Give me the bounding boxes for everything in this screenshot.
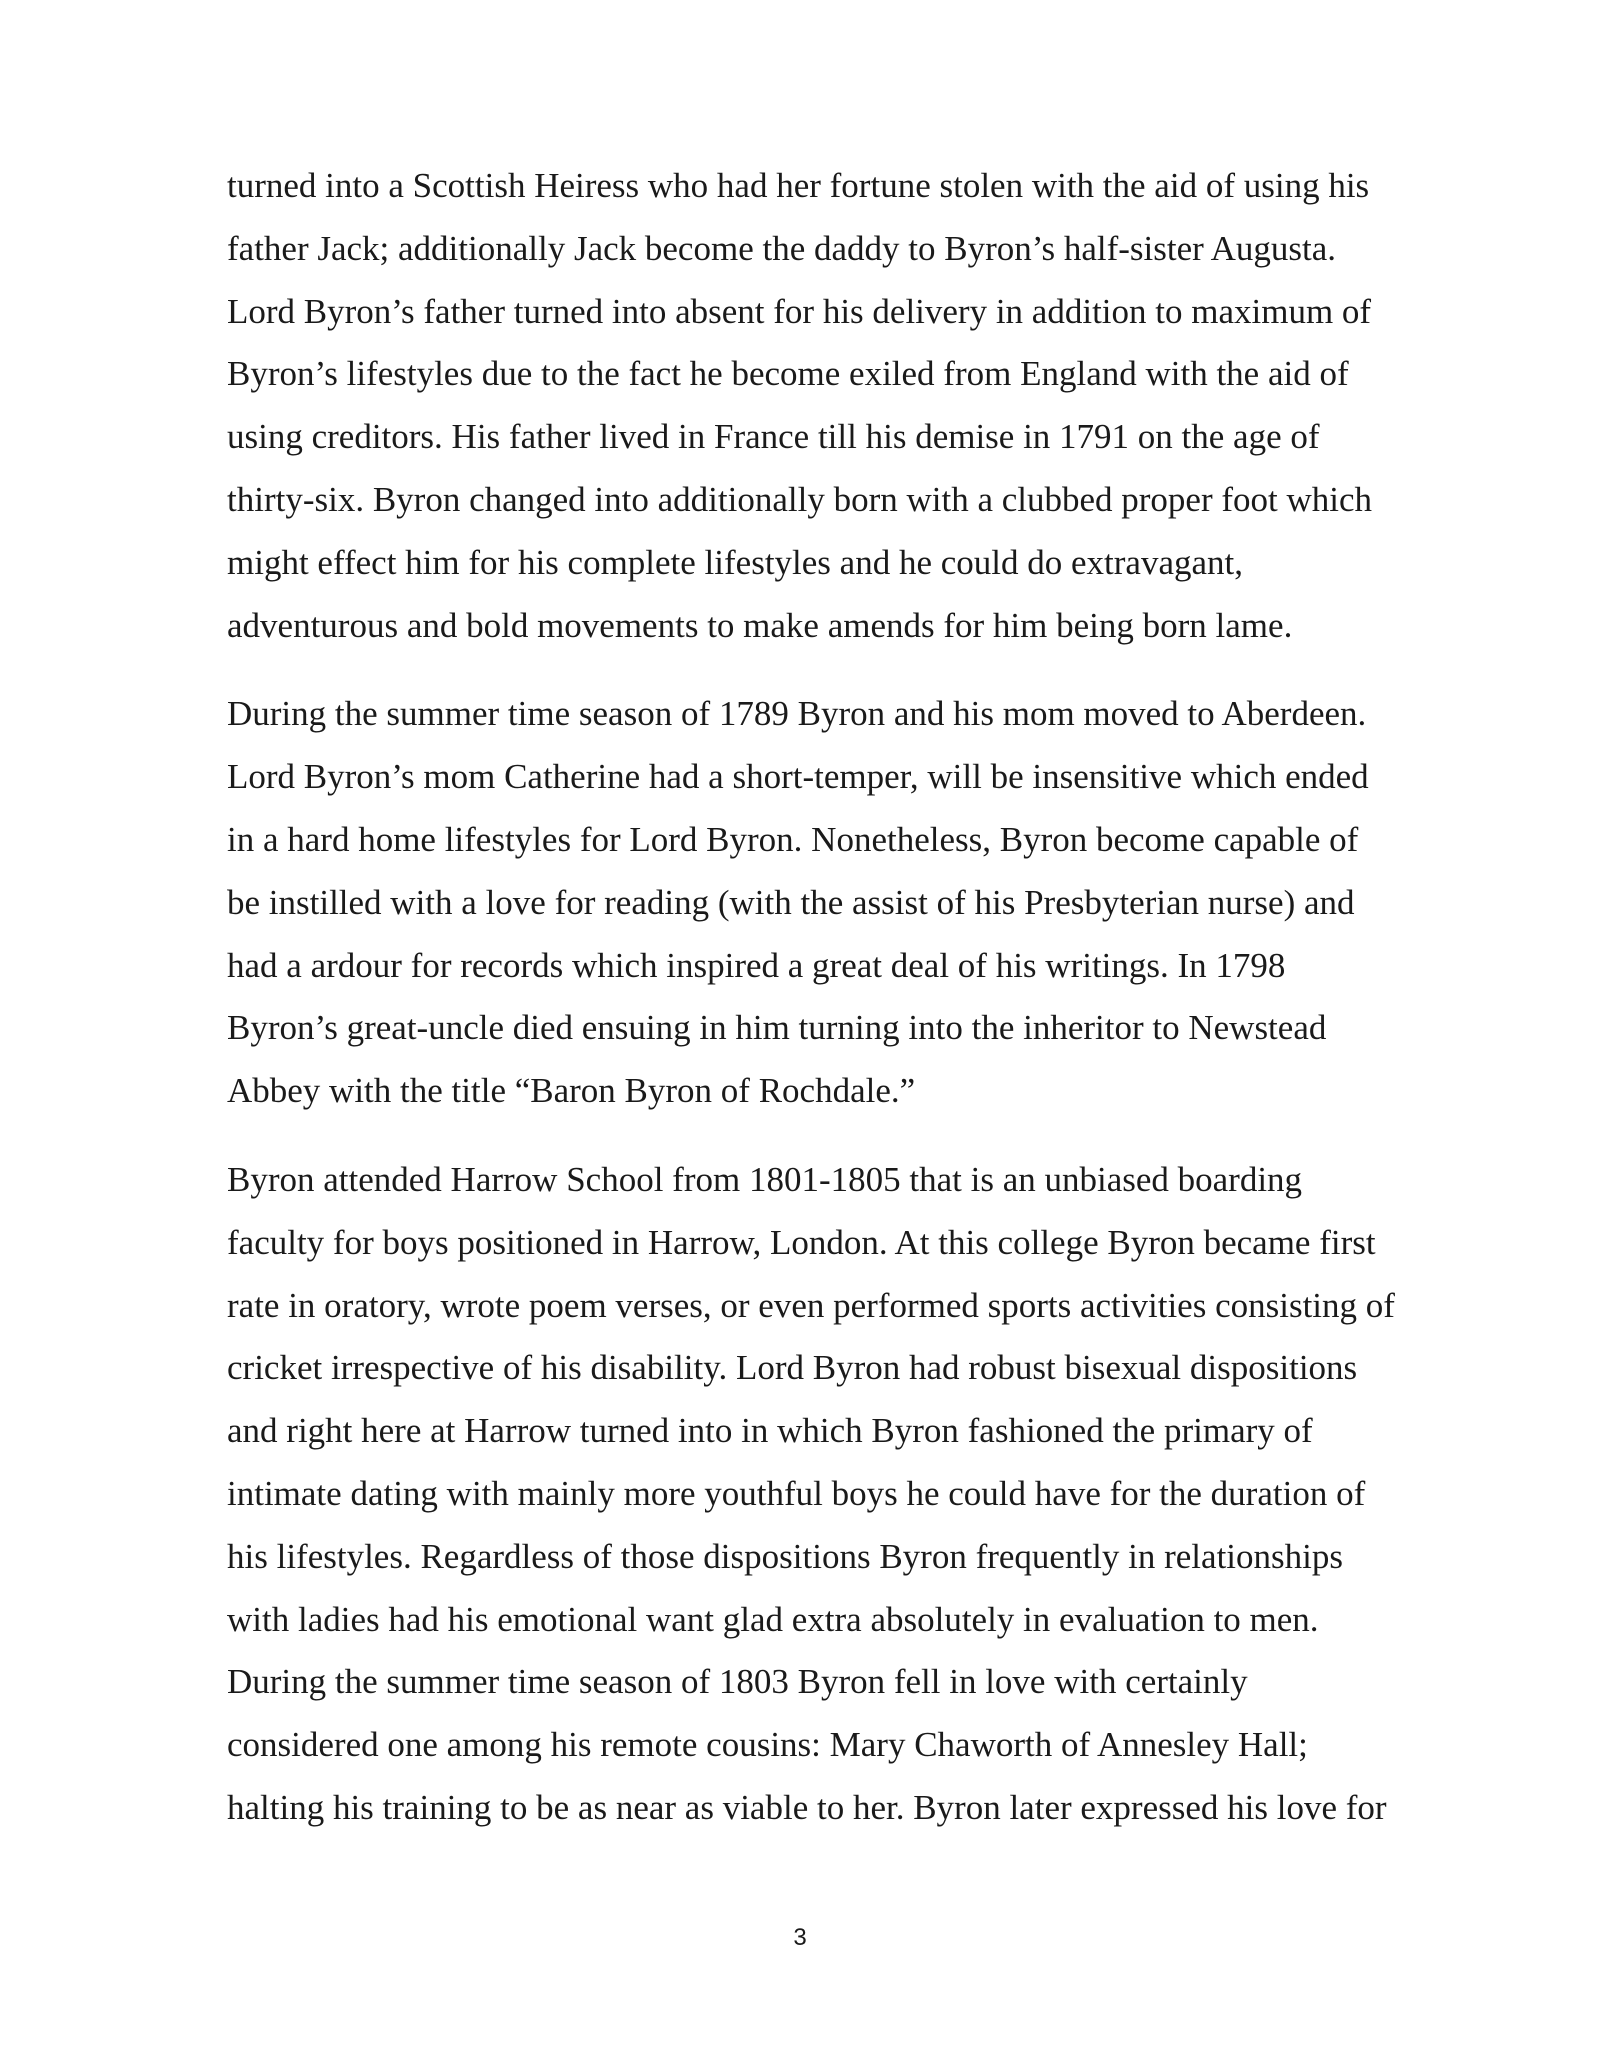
text-line: in a hard home lifestyles for Lord Byron. Nonetheless, Byron become capable of <box>227 819 1359 859</box>
text-line: adventurous and bold movements to make amends for him being born lame. <box>227 605 1293 645</box>
text-line: thirty-six. Byron changed into additionally born with a clubbed proper foot which <box>227 479 1373 519</box>
page-number: 3 <box>793 1924 807 1951</box>
text-line: Lord Byron’s mom Catherine had a short-temper, will be insensitive which ended <box>227 757 1369 797</box>
paragraph-3 <box>227 1149 1467 1840</box>
text-line: turned into a Scottish Heiress who had her fortune stolen with the aid of using his <box>227 166 1370 205</box>
text-line: father Jack; additionally Jack become the daddy to Byron’s half-sister Augusta. <box>227 228 1337 268</box>
text-line: Abbey with the title “Baron Byron of Rochdale.” <box>227 1071 916 1111</box>
text-line: During the summer time season of 1789 Byron and his mom moved to Aberdeen. <box>227 694 1367 734</box>
text-line: halting his training to be as near as viable to her. Byron later expressed his love for <box>227 1787 1387 1827</box>
text-line: cricket irrespective of his disability. Lord Byron had robust bisexual dispositions <box>227 1348 1358 1388</box>
text-line: might effect him for his complete lifestyles and he could do extravagant, <box>227 542 1243 582</box>
paragraph-2 <box>227 683 1467 1123</box>
text-line: had a ardour for records which inspired a great deal of his writings. In 1798 <box>227 945 1286 985</box>
paragraph-1 <box>227 155 1467 657</box>
text-line: with ladies had his emotional want glad extra absolutely in evaluation to men. <box>227 1599 1319 1639</box>
text-line: be instilled with a love for reading (with the assist of his Presbyterian nurse) and <box>227 882 1355 922</box>
text-line: Byron’s great-uncle died ensuing in him turning into the inheritor to Newstead <box>227 1008 1327 1048</box>
text-line: Byron attended Harrow School from 1801-1805 that is an unbiased boarding <box>227 1159 1303 1199</box>
text-line: Byron’s lifestyles due to the fact he become exiled from England with the aid of <box>227 354 1349 394</box>
text-line: his lifestyles. Regardless of those dispositions Byron frequently in relationships <box>227 1536 1343 1576</box>
body-text <box>227 155 1467 1866</box>
text-line: faculty for boys positioned in Harrow, London. At this college Byron became first <box>227 1222 1376 1262</box>
text-line: Lord Byron’s father turned into absent for his delivery in addition to maximum of <box>227 291 1372 331</box>
text-line: rate in oratory, wrote poem verses, or even performed sports activities consisting of <box>227 1285 1395 1325</box>
text-line: During the summer time season of 1803 Byron fell in love with certainly <box>227 1662 1248 1702</box>
text-line: and right here at Harrow turned into in which Byron fashioned the primary of <box>227 1411 1313 1451</box>
text-line: using creditors. His father lived in France till his demise in 1791 on the age of <box>227 417 1320 457</box>
text-line: intimate dating with mainly more youthful boys he could have for the duration of <box>227 1473 1366 1513</box>
text-line: considered one among his remote cousins: Mary Chaworth of Annesley Hall; <box>227 1725 1308 1765</box>
